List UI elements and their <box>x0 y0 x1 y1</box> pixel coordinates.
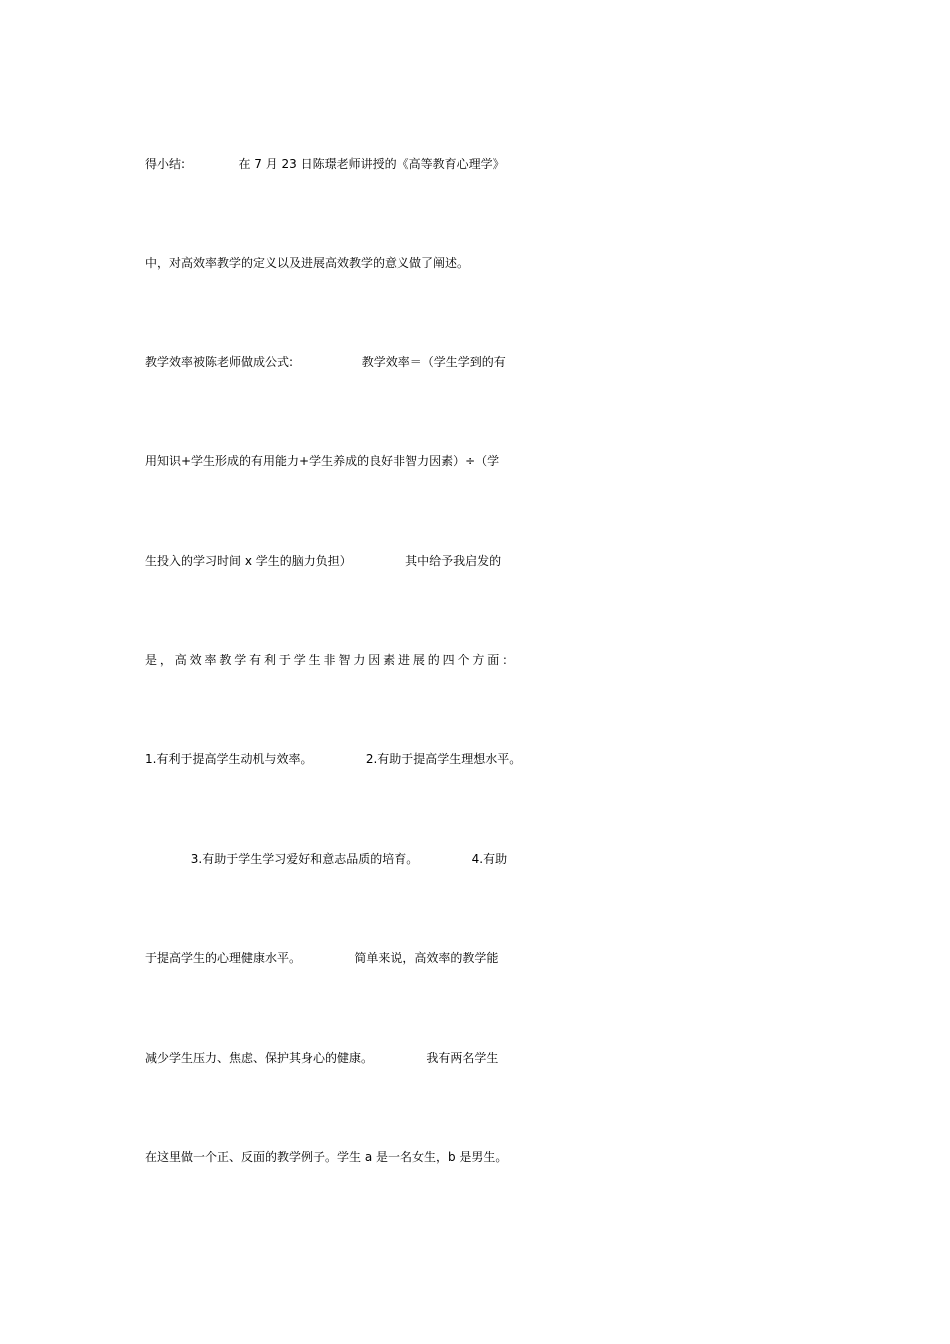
text-line-6: 是，高效率教学有利于学生非智力因素进展的四个方面： <box>145 653 518 667</box>
text-line-2: 中，对高效率教学的定义以及进展高效教学的意义做了阐述。 <box>145 256 470 270</box>
text-line-4: 用知识+学生形成的有用能力+学生养成的良好非智力因素）÷（学 <box>145 454 500 468</box>
text-line-10: 减少学生压力、焦虑、保护其身心的健康。 我有两名学生 <box>145 1051 499 1065</box>
text-line-9: 于提高学生的心理健康水平。 简单来说，高效率的教学能 <box>145 951 499 965</box>
text-line-3: 教学效率被陈老师做成公式: 教学效率＝（学生学到的有 <box>145 355 506 369</box>
text-line-11: 在这里做一个正、反面的教学例子。学生 a 是一名女生，b 是男生。 <box>145 1150 508 1164</box>
text-line-8: 3.有助于学生学习爱好和意志品质的培育。 4.有助 <box>145 852 508 866</box>
text-line-5: 生投入的学习时间 x 学生的脑力负担） 其中给予我启发的 <box>145 554 502 568</box>
text-line-1: 得小结: 在 7 月 23 日陈璟老师讲授的《高等教育心理学》 <box>145 157 505 171</box>
text-line-7: 1.有利于提高学生动机与效率。 2.有助于提高学生理想水平。 <box>145 752 522 766</box>
